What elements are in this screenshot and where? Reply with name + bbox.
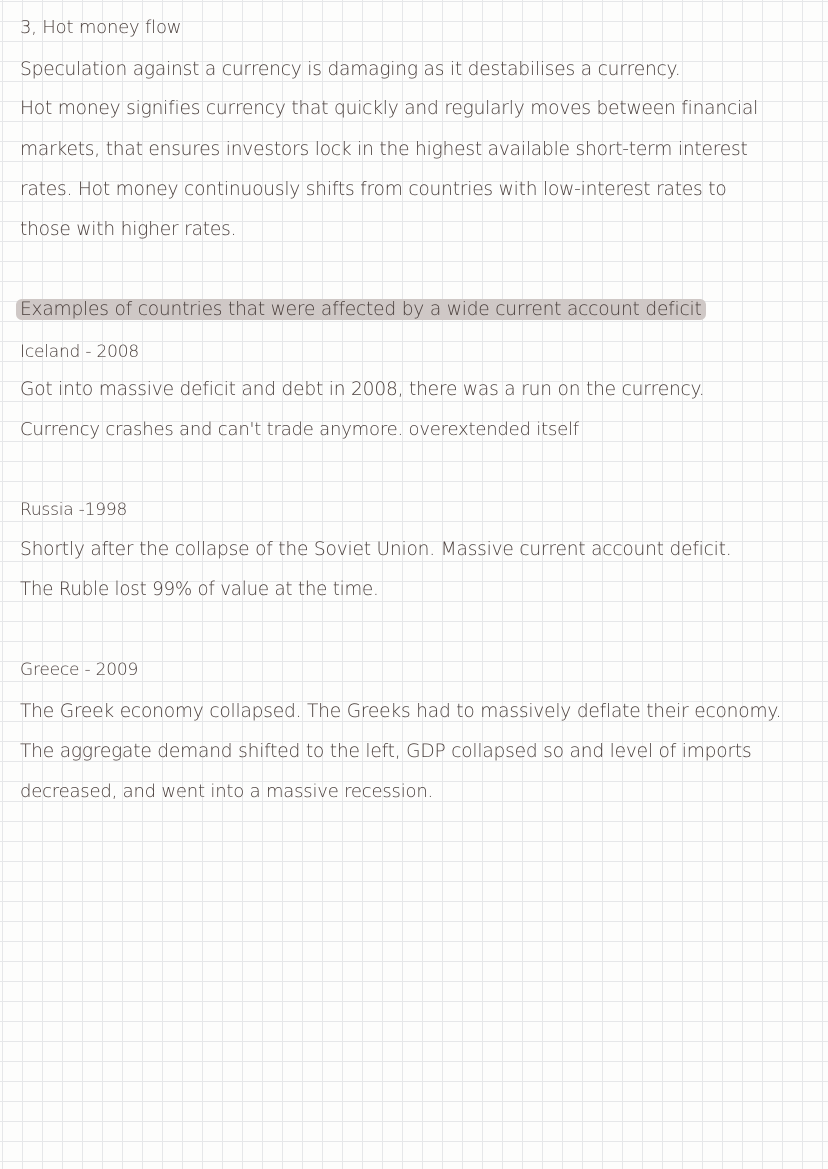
russia-line: Shortly after the collapse of the Soviet Union. Massive current account deficit. <box>20 539 732 560</box>
greece-title: Greece - 2009 <box>20 660 139 680</box>
paragraph-line: Hot money signifies currency that quickly and regularly moves between financial <box>20 98 759 119</box>
examples-heading-text: Examples of countries that were affected by a wide current account deficit <box>16 299 706 320</box>
greece-line: The aggregate demand shifted to the left, GDP collapsed so and level of imports <box>20 741 752 762</box>
paragraph-line: those with higher rates. <box>20 219 237 240</box>
iceland-line: Got into massive deficit and debt in 2008, there was a run on the currency. <box>20 379 705 400</box>
section-heading: 3, Hot money flow <box>20 17 182 38</box>
iceland-title: Iceland - 2008 <box>20 342 139 362</box>
greece-line: The Greek economy collapsed. The Greeks had to massively deflate their economy. <box>20 701 782 722</box>
paragraph-line: markets, that ensures investors lock in the highest available short-term interest <box>20 139 748 160</box>
russia-title: Russia -1998 <box>20 500 128 520</box>
examples-heading <box>20 298 706 322</box>
iceland-line: Currency crashes and can't trade anymore. overextended itself <box>20 419 579 440</box>
russia-line: The Ruble lost 99% of value at the time. <box>20 579 379 600</box>
paragraph-line: Speculation against a currency is damaging as it destabilises a currency. <box>20 59 681 80</box>
paragraph-line: rates. Hot money continuously shifts from countries with low-interest rates to <box>20 179 727 200</box>
greece-line: decreased, and went into a massive recession. <box>20 781 434 802</box>
